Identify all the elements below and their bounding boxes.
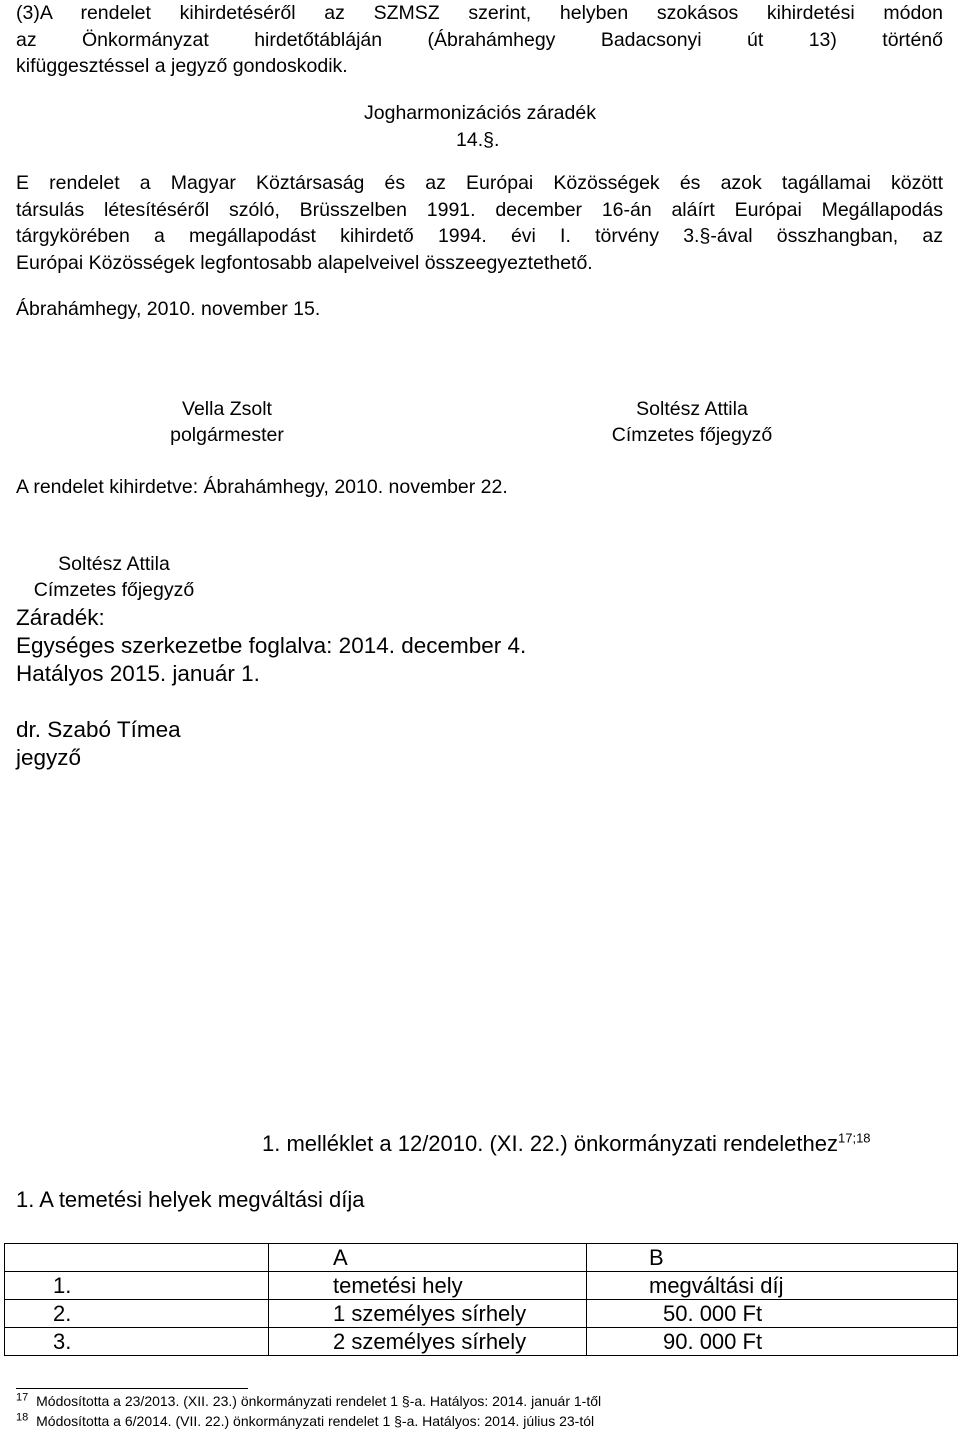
footnote-refs: 17;18 [838,1130,871,1146]
table-cell: 1 személyes sírhely [269,1300,587,1328]
footnote [16,1392,601,1410]
signer-name: dr. Szabó Tímea [16,717,181,742]
mayor-title: polgármester [170,424,284,446]
effective-line: Hatályos 2015. január 1. [16,661,260,686]
paragraph-line: társulás létesítéséről szóló, Brüsszelben 1991. december 16-án aláírt Európai Megállapodás [16,198,943,221]
table-cell: 90. 000 Ft [587,1328,958,1356]
fee-table [4,1243,958,1356]
footnote-number: 18 [16,1411,29,1424]
paragraph-line: Európai Közösségek legfontosabb alapelveivel összeegyeztethető. [16,251,593,274]
footnote-text: Módosította a 6/2014. (VII. 22.) önkormányzati rendelet 1 §-a. Hatályos: 2014. július 23-tól [36,1413,595,1429]
section-14-body [16,170,943,276]
fee-section-title: 1. A temetési helyek megváltási díja [16,1187,365,1212]
announced-signer-name: Soltész Attila [58,553,170,575]
footnote-number: 17 [16,1391,29,1404]
table-cell: temetési hely [269,1272,587,1300]
consolidated-line: Egységes szerkezetbe foglalva: 2014. december 4. [16,633,527,658]
notary-name: Soltész Attila [636,398,748,420]
paragraph-line: kifüggesztéssel a jegyző gondoskodik. [16,55,348,77]
paragraph-3 [16,0,943,80]
table-cell: 50. 000 Ft [587,1300,958,1328]
table-row [5,1328,958,1356]
paragraph-line: tárgykörében a megállapodást kihirdető 1994. évi I. törvény 3.§-ával összhangban, az [16,225,943,247]
annex-title [262,1130,871,1158]
notary-title: Címzetes főjegyző [611,424,773,446]
table-header-row [5,1244,958,1272]
clause-label: Záradék: [16,605,105,630]
section-number: 14.§. [456,129,500,151]
section-heading: Jogharmonizációs záradék [364,102,596,124]
table-cell: B [587,1244,958,1272]
place-date: Ábrahámhegy, 2010. november 15. [16,298,321,320]
table-cell: 2. [5,1300,269,1328]
table-cell: A [269,1244,587,1272]
table-cell [5,1244,269,1272]
footnote-text: Módosította a 23/2013. (XII. 23.) önkormányzati rendelet 1 §-a. Hatályos: 2014. január 1-től [36,1393,602,1409]
paragraph-line: az Önkormányzat hirdetőtábláján (Ábrahámhegy Badacsonyi út 13) történő [16,28,943,51]
table-cell: 2 személyes sírhely [269,1328,587,1356]
footnote [16,1412,594,1430]
footnote-separator [16,1388,248,1389]
table-row [5,1272,958,1300]
paragraph-line: (3)A rendelet kihirdetéséről az SZMSZ szerint, helyben szokásos kihirdetési módon [16,2,943,24]
table-cell: 3. [5,1328,269,1356]
table-cell: 1. [5,1272,269,1300]
paragraph-line: E rendelet a Magyar Köztársaság és az Európai Közösségek és azok tagállamai között [16,172,943,194]
announced-line: A rendelet kihirdetve: Ábrahámhegy, 2010. november 22. [16,476,508,498]
table-row [5,1300,958,1328]
table-cell: megváltási díj [587,1272,958,1300]
announced-signer-title: Címzetes főjegyző [33,579,195,601]
signer-title: jegyző [16,745,82,770]
mayor-name: Vella Zsolt [182,398,272,420]
annex-title-text: 1. melléklet a 12/2010. (XI. 22.) önkormányzati rendelethez [262,1131,838,1156]
